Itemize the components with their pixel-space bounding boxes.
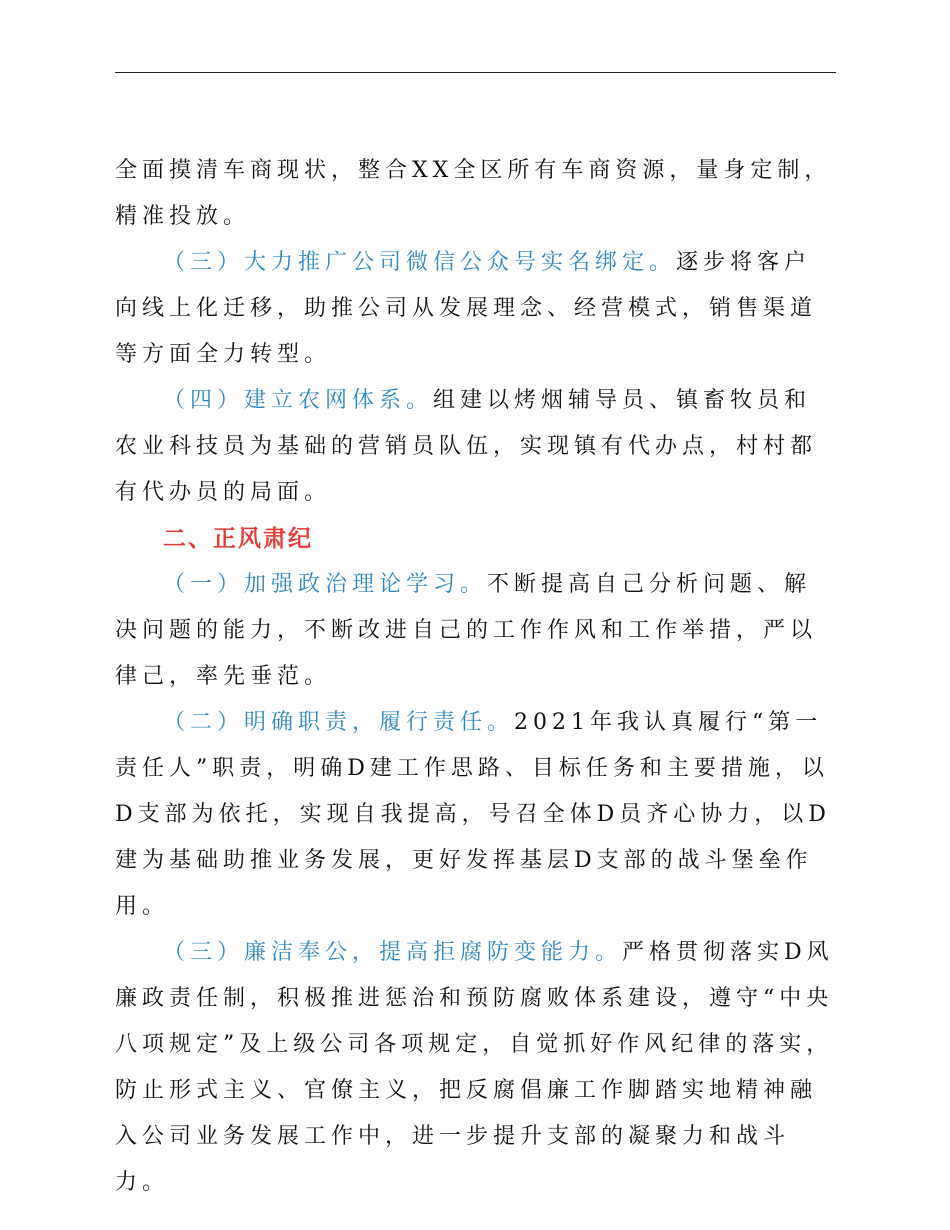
paragraph-two: [115, 700, 836, 930]
header-rule: [115, 72, 836, 73]
paragraph-three-b: [115, 930, 836, 1206]
document-body: [115, 148, 836, 1206]
paragraph-one: [115, 562, 836, 700]
paragraph-lead: （三）大力推广公司微信公众号实名绑定。: [163, 250, 677, 275]
section-heading: 二、正风肃纪: [163, 526, 313, 552]
paragraph-body: 全面摸清车商现状，整合XX全区所有车商资源，量身定制，精准投放。: [115, 158, 832, 229]
paragraph-continuation: [115, 148, 836, 240]
paragraph-lead: （一）加强政治理论学习。: [163, 572, 488, 597]
paragraph-lead: （四）建立农网体系。: [163, 388, 434, 413]
paragraph-body: 不断提高自己分析问题、解决问题的能力，不断改进自己的工作作风和工作举措，严以律己，率先垂范。: [115, 572, 818, 689]
paragraph-body: 严格贯彻落实D风廉政责任制，积极推进惩治和预防腐败体系建设，遵守“中央八项规定”及上级公司各项规定，自觉抓好作风纪律的落实，防止形式主义、官僚主义，把反腐倡廉工作脚踏实地精神融入公司业务发展工作中，进一步提升支部的凝聚力和战斗力。: [115, 940, 834, 1195]
paragraph-body: 组建以烤烟辅导员、镇畜牧员和农业科技员为基础的营销员队伍，实现镇有代办点，村村都有代办员的局面。: [115, 388, 818, 505]
paragraph-three: [115, 240, 836, 378]
paragraph-body: 逐步将客户向线上化迁移，助推公司从发展理念、经营模式，销售渠道等方面全力转型。: [115, 250, 818, 367]
paragraph-four: [115, 378, 836, 516]
paragraph-body: 2021年我认真履行“第一责任人”职责，明确D建工作思路、目标任务和主要措施，以D支部为依托，实现自我提高，号召全体D员齐心协力，以D建为基础助推业务发展，更好发挥基层D支部的战斗堡垒作用。: [115, 710, 831, 919]
paragraph-lead: （三）廉洁奉公，提高拒腐防变能力。: [163, 940, 623, 965]
paragraph-lead: （二）明确职责，履行责任。: [163, 710, 515, 735]
